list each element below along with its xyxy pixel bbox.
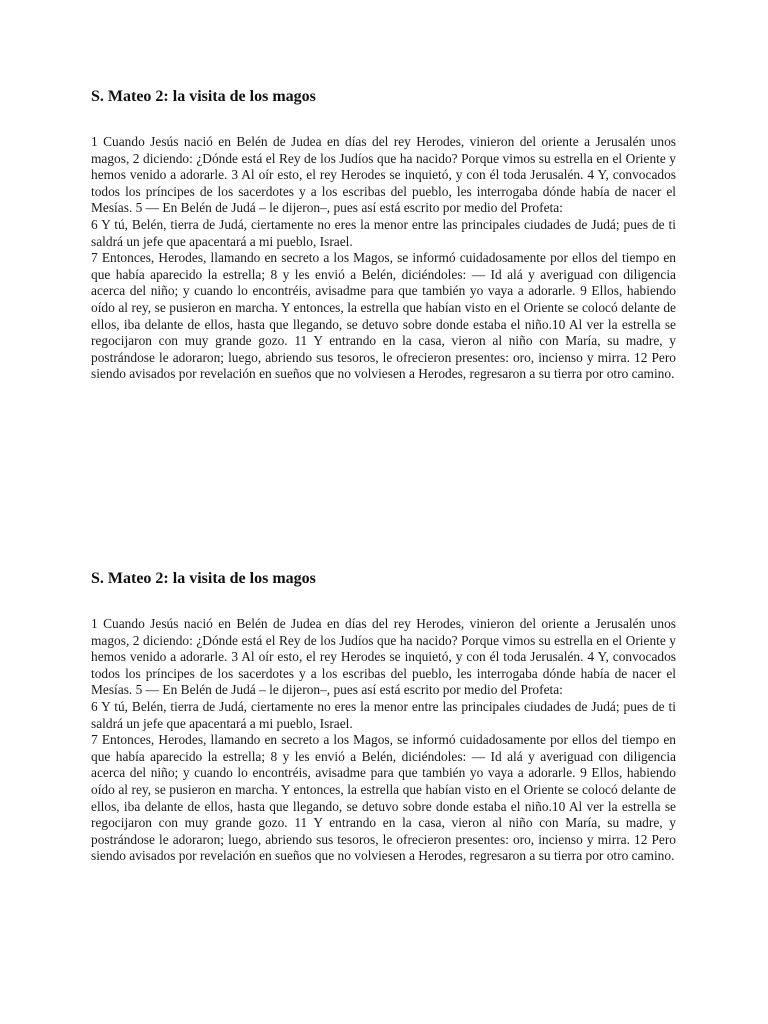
- paragraph-verses-7-12: 7 Entonces, Herodes, llamando en secreto a los Magos, se informó cuidadosamente por ellos del tiempo en que había aparecido la estrella; 8 y les envió a Belén, diciéndoles: — Id alá y averiguad con diligencia acerca del niño; y cuando lo encontréis, avisadme para que también yo vaya a adorarle. 9 Ellos, habiendo oído al rey, se pusieron en marcha. Y entonces, la estrella que habían visto en el Oriente se colocó delante de ellos, iba delante de ellos, hasta que llegando, se detuvo sobre donde estaba el niño.10 Al ver la estrella se regocijaron con muy grande gozo. 11 Y entrando en la casa, vieron al niño con María, su madre, y postrándose le adoraron; luego, abriendo sus tesoros, le ofrecieron presentes: oro, incienso y mirra. 12 Pero siendo avisados por revelación en sueños que no volviesen a Herodes, regresaron a su tierra por otro camino.: [91, 250, 676, 382]
- passage-body: [91, 134, 676, 383]
- passage-title: S. Mateo 2: la visita de los magos: [91, 88, 316, 105]
- passage-body: [91, 616, 676, 865]
- passage-section: [91, 86, 676, 383]
- paragraph-verses-7-12: 7 Entonces, Herodes, llamando en secreto a los Magos, se informó cuidadosamente por ellos del tiempo en que había aparecido la estrella; 8 y les envió a Belén, diciéndoles: — Id alá y averiguad con diligencia acerca del niño; y cuando lo encontréis, avisadme para que también yo vaya a adorarle. 9 Ellos, habiendo oído al rey, se pusieron en marcha. Y entonces, la estrella que habían visto en el Oriente se colocó delante de ellos, iba delante de ellos, hasta que llegando, se detuvo sobre donde estaba el niño.10 Al ver la estrella se regocijaron con muy grande gozo. 11 Y entrando en la casa, vieron al niño con María, su madre, y postrándose le adoraron; luego, abriendo sus tesoros, le ofrecieron presentes: oro, incienso y mirra. 12 Pero siendo avisados por revelación en sueños que no volviesen a Herodes, regresaron a su tierra por otro camino.: [91, 732, 676, 864]
- paragraph-verse-6: 6 Y tú, Belén, tierra de Judá, ciertamente no eres la menor entre las principales ciudades de Judá; pues de ti saldrá un jefe que apacentará a mi pueblo, Israel.: [91, 216, 676, 249]
- passage-section-repeat: [91, 568, 676, 865]
- paragraph-verses-1-5: 1 Cuando Jesús nació en Belén de Judea en días del rey Herodes, vinieron del oriente a Jerusalén unos magos, 2 diciendo: ¿Dónde está el Rey de los Judíos que ha nacido? Porque vimos su estrella en el Oriente y hemos venido a adorarle. 3 Al oír esto, el rey Herodes se inquietó, y con él toda Jerusalén. 4 Y, convocados todos los príncipes de los sacerdotes y a los escribas del pueblo, les interrogaba dónde había de nacer el Mesías. 5 — En Belén de Judá – le dijeron–, pues así está escrito por medio del Profeta:: [91, 616, 676, 698]
- paragraph-verses-1-5: 1 Cuando Jesús nació en Belén de Judea en días del rey Herodes, vinieron del oriente a Jerusalén unos magos, 2 diciendo: ¿Dónde está el Rey de los Judíos que ha nacido? Porque vimos su estrella en el Oriente y hemos venido a adorarle. 3 Al oír esto, el rey Herodes se inquietó, y con él toda Jerusalén. 4 Y, convocados todos los príncipes de los sacerdotes y a los escribas del pueblo, les interrogaba dónde había de nacer el Mesías. 5 — En Belén de Judá – le dijeron–, pues así está escrito por medio del Profeta:: [91, 134, 676, 216]
- paragraph-verse-6: 6 Y tú, Belén, tierra de Judá, ciertamente no eres la menor entre las principales ciudades de Judá; pues de ti saldrá un jefe que apacentará a mi pueblo, Israel.: [91, 698, 676, 731]
- passage-title: S. Mateo 2: la visita de los magos: [91, 570, 316, 587]
